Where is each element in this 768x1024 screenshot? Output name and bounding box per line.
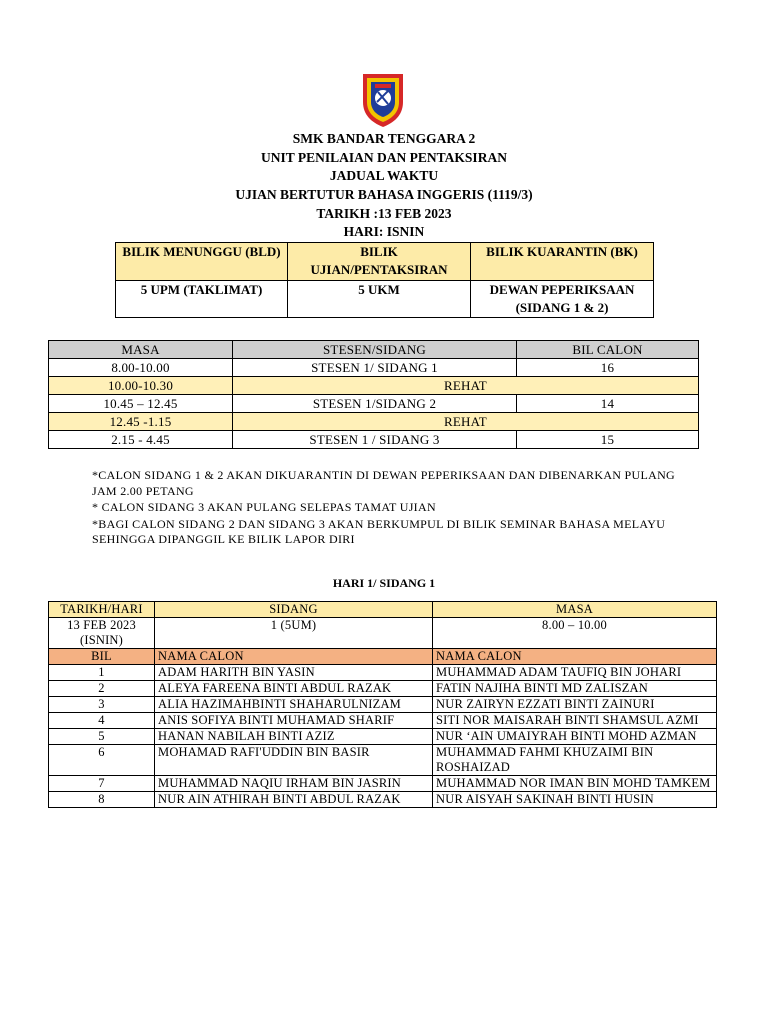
masa-cell: 10.45 – 12.45 xyxy=(49,395,233,413)
waiting-room-header: BILIK MENUNGGU (BLD) xyxy=(116,243,288,281)
bil-calon-cell: 15 xyxy=(517,431,699,449)
nama-cell: NUR AIN ATHIRAH BINTI ABDUL RAZAK xyxy=(155,792,433,808)
rooms-value-row xyxy=(116,281,654,318)
nama-cell: MUHAMMAD NAQIU IRHAM BIN JASRIN xyxy=(155,776,433,792)
exam-title: UJIAN BERTUTUR BAHASA INGGERIS (1119/3) xyxy=(235,187,533,203)
masa-header: MASA xyxy=(433,602,717,618)
candidate-header-row xyxy=(49,602,717,618)
rehat-cell: REHAT xyxy=(233,413,699,431)
masa-header: MASA xyxy=(49,341,233,359)
bil-cell: 5 xyxy=(49,729,155,745)
bil-calon-header: BIL CALON xyxy=(517,341,699,359)
rehat-row xyxy=(49,413,699,431)
table-row xyxy=(49,681,717,697)
exam-date: TARIKH :13 FEB 2023 xyxy=(316,205,452,221)
school-name: SMK BANDAR TENGGARA 2 xyxy=(292,131,476,146)
unit-name: UNIT PENILAIAN DAN PENTAKSIRAN xyxy=(261,149,507,165)
rehat-row xyxy=(49,377,699,395)
exam-room-value: 5 UKM xyxy=(288,281,471,318)
table-row xyxy=(49,359,699,377)
bil-cell: 3 xyxy=(49,697,155,713)
stesen-cell: STESEN 1/SIDANG 2 xyxy=(233,395,517,413)
school-crest-icon xyxy=(361,72,405,128)
table-row xyxy=(49,729,717,745)
candidate-subheader-row xyxy=(49,649,717,665)
sidang-header: SIDANG xyxy=(155,602,433,618)
nama-cell: FATIN NAJIHA BINTI MD ZALISZAN xyxy=(433,681,717,697)
bil-cell: 7 xyxy=(49,776,155,792)
nama-cell: NUR ZAIRYN EZZATI BINTI ZAINURI xyxy=(433,697,717,713)
table-row xyxy=(49,697,717,713)
nama-cell: ALEYA FAREENA BINTI ABDUL RAZAK xyxy=(155,681,433,697)
document-header xyxy=(0,130,768,242)
nama-calon-header: NAMA CALON xyxy=(155,649,433,665)
stesen-header: STESEN/SIDANG xyxy=(233,341,517,359)
stesen-cell: STESEN 1 / SIDANG 3 xyxy=(233,431,517,449)
table-row xyxy=(49,395,699,413)
schedule-header-row xyxy=(49,341,699,359)
rehat-cell: REHAT xyxy=(233,377,699,395)
note-item: * CALON SIDANG 3 AKAN PULANG SELEPAS TAMAT UJIAN xyxy=(92,500,436,514)
nama-cell: MOHAMAD RAFI'UDDIN BIN BASIR xyxy=(155,745,433,776)
nama-cell: ANIS SOFIYA BINTI MUHAMAD SHARIF xyxy=(155,713,433,729)
masa-value: 8.00 – 10.00 xyxy=(433,618,717,649)
note-item: *CALON SIDANG 1 & 2 AKAN DIKUARANTIN DI DEWAN PEPERIKSAAN DAN DIBENARKAN PULANG JAM 2.00 PETANG xyxy=(92,468,676,498)
bil-cell: 1 xyxy=(49,665,155,681)
nama-cell: ALIA HAZIMAHBINTI SHAHARULNIZAM xyxy=(155,697,433,713)
notes xyxy=(92,468,692,549)
exam-day: HARI: ISNIN xyxy=(343,224,425,240)
nama-cell: MUHAMMAD NOR IMAN BIN MOHD TAMKEM xyxy=(433,776,717,792)
candidate-info-row xyxy=(49,618,717,649)
candidate-table xyxy=(48,601,717,808)
masa-cell: 12.45 -1.15 xyxy=(49,413,233,431)
doc-type: JADUAL WAKTU xyxy=(329,168,439,184)
section-title: HARI 1/ SIDANG 1 xyxy=(332,576,436,590)
table-row xyxy=(49,792,717,808)
tarikh-header: TARIKH/HARI xyxy=(49,602,155,618)
note-item: *BAGI CALON SIDANG 2 DAN SIDANG 3 AKAN BERKUMPUL DI BILIK SEMINAR BAHASA MELAYU SEHINGGA DIPANGGIL KE BILIK LAPOR DIRI xyxy=(92,516,666,546)
table-row xyxy=(49,713,717,729)
nama-cell: MUHAMMAD ADAM TAUFIQ BIN JOHARI xyxy=(433,665,717,681)
nama-calon-header: NAMA CALON xyxy=(433,649,717,665)
sidang-value: 1 (5UM) xyxy=(155,618,433,649)
nama-cell: NUR AISYAH SAKINAH BINTI HUSIN xyxy=(433,792,717,808)
bil-calon-cell: 16 xyxy=(517,359,699,377)
table-row xyxy=(49,745,717,776)
table-row xyxy=(49,776,717,792)
nama-cell: SITI NOR MAISARAH BINTI SHAMSUL AZMI xyxy=(433,713,717,729)
quarantine-room-header: BILIK KUARANTIN (BK) xyxy=(471,243,654,281)
waiting-room-value: 5 UPM (TAKLIMAT) xyxy=(116,281,288,318)
bil-cell: 4 xyxy=(49,713,155,729)
masa-cell: 8.00-10.00 xyxy=(49,359,233,377)
bil-calon-cell: 14 xyxy=(517,395,699,413)
table-row xyxy=(49,431,699,449)
exam-room-header: BILIK UJIAN/PENTAKSIRAN xyxy=(288,243,471,281)
table-row xyxy=(49,665,717,681)
nama-cell: NUR ‘AIN UMAIYRAH BINTI MOHD AZMAN xyxy=(433,729,717,745)
schedule-table xyxy=(48,340,699,449)
bil-cell: 6 xyxy=(49,745,155,776)
rooms-table xyxy=(115,242,654,318)
nama-cell: HANAN NABILAH BINTI AZIZ xyxy=(155,729,433,745)
tarikh-value: 13 FEB 2023 (ISNIN) xyxy=(49,618,155,649)
nama-cell: MUHAMMAD FAHMI KHUZAIMI BIN ROSHAIZAD xyxy=(433,745,717,776)
masa-cell: 2.15 - 4.45 xyxy=(49,431,233,449)
nama-cell: ADAM HARITH BIN YASIN xyxy=(155,665,433,681)
quarantine-room-value: DEWAN PEPERIKSAAN (SIDANG 1 & 2) xyxy=(471,281,654,318)
bil-cell: 8 xyxy=(49,792,155,808)
bil-cell: 2 xyxy=(49,681,155,697)
bil-header: BIL xyxy=(49,649,155,665)
stesen-cell: STESEN 1/ SIDANG 1 xyxy=(233,359,517,377)
masa-cell: 10.00-10.30 xyxy=(49,377,233,395)
rooms-header-row xyxy=(116,243,654,281)
